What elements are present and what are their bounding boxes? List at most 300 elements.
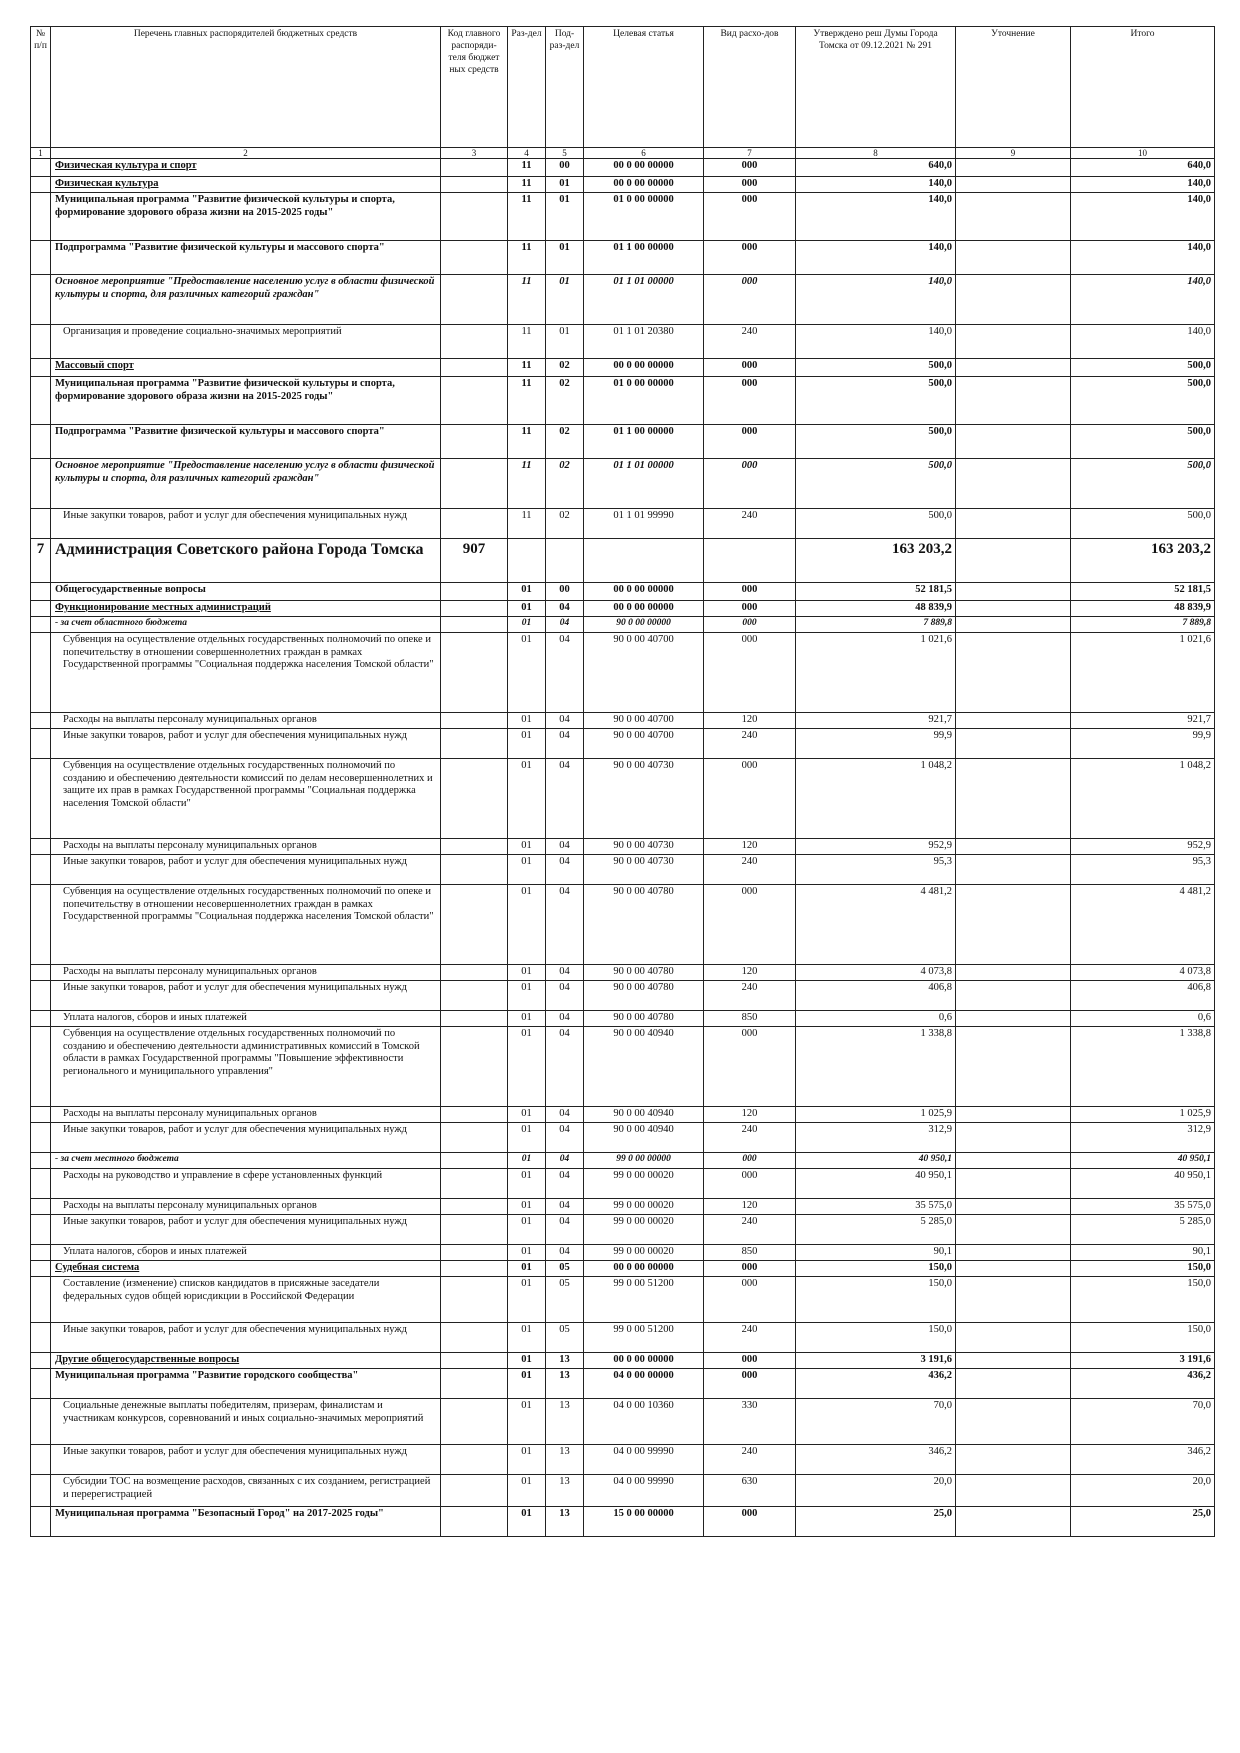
cell-code [441,1323,508,1353]
cell-approved: 90,1 [796,1245,956,1261]
cell-sec: 11 [508,275,546,325]
cell-sub: 01 [546,241,584,275]
cell-sub: 01 [546,275,584,325]
cell-num [31,1399,51,1445]
header-total: Итого [1071,27,1215,148]
table-row [31,509,1215,539]
cell-clar [956,359,1071,377]
table-row [31,1507,1215,1537]
cell-vr: 000 [704,617,796,633]
cell-total: 40 950,1 [1071,1153,1215,1169]
cell-art: 04 0 00 10360 [584,1399,704,1445]
cell-clar [956,425,1071,459]
cell-art: 90 0 00 40700 [584,633,704,713]
table-header [31,27,1215,148]
cell-clar [956,1261,1071,1277]
table-row [31,359,1215,377]
cell-approved: 3 191,6 [796,1353,956,1369]
cell-code [441,1027,508,1107]
cell-clar [956,729,1071,759]
cell-clar [956,713,1071,729]
cell-sub: 01 [546,325,584,359]
cell-code [441,1199,508,1215]
cell-sec: 01 [508,1011,546,1027]
cell-vr: 000 [704,159,796,177]
cell-name: Иные закупки товаров, работ и услуг для обеспечения муниципальных нужд [51,509,441,539]
cell-name: Администрация Советского района Города Томска [51,539,441,583]
cell-sub: 02 [546,459,584,509]
cell-total: 3 191,6 [1071,1353,1215,1369]
table-row [31,981,1215,1011]
cell-sub: 13 [546,1369,584,1399]
cell-approved: 4 073,8 [796,965,956,981]
cell-code [441,1169,508,1199]
cell-name: Основное мероприятие "Предоставление населению услуг в области физической культуры и спорта, для различных категорий граждан" [51,275,441,325]
table-row [31,1123,1215,1153]
cell-num [31,377,51,425]
cell-approved: 140,0 [796,177,956,193]
budget-document [30,26,1214,1537]
cell-num [31,509,51,539]
cell-vr: 000 [704,1153,796,1169]
cell-num [31,325,51,359]
cell-vr: 000 [704,359,796,377]
cell-art: 99 0 00 00020 [584,1199,704,1215]
cell-sec: 01 [508,729,546,759]
cell-art: 01 1 01 99990 [584,509,704,539]
cell-sec: 11 [508,241,546,275]
cell-code [441,617,508,633]
cell-approved: 921,7 [796,713,956,729]
cell-vr: 000 [704,1261,796,1277]
cell-num [31,275,51,325]
cell-sec: 01 [508,759,546,839]
header-article: Целевая статья [584,27,704,148]
column-number: 6 [584,148,704,159]
cell-art: 90 0 00 40780 [584,965,704,981]
cell-total: 140,0 [1071,325,1215,359]
cell-name: Уплата налогов, сборов и иных платежей [51,1011,441,1027]
cell-approved: 163 203,2 [796,539,956,583]
cell-clar [956,583,1071,601]
cell-sub: 04 [546,1011,584,1027]
cell-name: Основное мероприятие "Предоставление населению услуг в области физической культуры и спорта, для различных категорий граждан" [51,459,441,509]
table-row [31,1107,1215,1123]
cell-approved: 150,0 [796,1261,956,1277]
cell-vr: 000 [704,459,796,509]
cell-sub: 05 [546,1261,584,1277]
cell-clar [956,459,1071,509]
table-row [31,1027,1215,1107]
table-row [31,1245,1215,1261]
cell-code [441,1507,508,1537]
cell-code [441,459,508,509]
cell-art: 90 0 00 40730 [584,759,704,839]
cell-art: 01 1 00 00000 [584,241,704,275]
cell-art: 01 1 01 00000 [584,459,704,509]
cell-total: 1 338,8 [1071,1027,1215,1107]
cell-clar [956,1123,1071,1153]
cell-num [31,1199,51,1215]
cell-sub: 04 [546,981,584,1011]
cell-clar [956,617,1071,633]
cell-sec: 11 [508,193,546,241]
cell-code: 907 [441,539,508,583]
cell-name: Расходы на руководство и управление в сфере установленных функций [51,1169,441,1199]
cell-clar [956,981,1071,1011]
cell-name: Иные закупки товаров, работ и услуг для обеспечения муниципальных нужд [51,1215,441,1245]
cell-sec: 11 [508,359,546,377]
cell-num [31,425,51,459]
cell-clar [956,1507,1071,1537]
cell-name: Муниципальная программа "Развитие городского сообщества" [51,1369,441,1399]
cell-approved: 1 338,8 [796,1027,956,1107]
table-row [31,885,1215,965]
cell-total: 150,0 [1071,1277,1215,1323]
cell-approved: 5 285,0 [796,1215,956,1245]
cell-art: 90 0 00 40940 [584,1027,704,1107]
cell-total: 163 203,2 [1071,539,1215,583]
cell-sec: 01 [508,1027,546,1107]
cell-total: 7 889,8 [1071,617,1215,633]
cell-art: 90 0 00 40730 [584,855,704,885]
cell-num [31,1445,51,1475]
cell-total: 90,1 [1071,1245,1215,1261]
cell-approved: 52 181,5 [796,583,956,601]
cell-approved: 346,2 [796,1445,956,1475]
cell-code [441,839,508,855]
cell-art: 99 0 00 51200 [584,1277,704,1323]
cell-code [441,1011,508,1027]
cell-sub: 00 [546,583,584,601]
cell-num: 7 [31,539,51,583]
cell-total: 40 950,1 [1071,1169,1215,1199]
cell-art: 00 0 00 00000 [584,1261,704,1277]
cell-vr: 850 [704,1245,796,1261]
cell-sub: 04 [546,1027,584,1107]
cell-num [31,885,51,965]
cell-approved: 35 575,0 [796,1199,956,1215]
cell-vr: 000 [704,1369,796,1399]
cell-sec: 01 [508,1369,546,1399]
cell-clar [956,1153,1071,1169]
table-row [31,241,1215,275]
cell-name: Муниципальная программа "Развитие физической культуры и спорта, формирование здорового образа жизни на 2015-2025 годы" [51,193,441,241]
cell-name: Иные закупки товаров, работ и услуг для обеспечения муниципальных нужд [51,981,441,1011]
cell-vr: 000 [704,885,796,965]
budget-table [30,26,1215,1537]
cell-sec: 11 [508,425,546,459]
cell-total: 4 481,2 [1071,885,1215,965]
cell-art: 90 0 00 40780 [584,1011,704,1027]
cell-num [31,855,51,885]
cell-code [441,359,508,377]
cell-total: 0,6 [1071,1011,1215,1027]
cell-code [441,425,508,459]
cell-vr: 120 [704,1107,796,1123]
table-row [31,1323,1215,1353]
table-row [31,617,1215,633]
cell-sec: 01 [508,601,546,617]
cell-code [441,1369,508,1399]
cell-code [441,759,508,839]
header-code: Код главного распоряди-теля бюджет ных средств [441,27,508,148]
column-number: 9 [956,148,1071,159]
cell-art: 01 1 01 00000 [584,275,704,325]
cell-sec: 11 [508,509,546,539]
cell-art: 00 0 00 00000 [584,159,704,177]
cell-art: 90 0 00 40940 [584,1107,704,1123]
cell-sub: 01 [546,177,584,193]
cell-name: Подпрограмма "Развитие физической культуры и массового спорта" [51,241,441,275]
table-row [31,729,1215,759]
cell-code [441,965,508,981]
cell-code [441,729,508,759]
cell-num [31,359,51,377]
cell-sec: 11 [508,459,546,509]
cell-total: 99,9 [1071,729,1215,759]
cell-total: 20,0 [1071,1475,1215,1507]
cell-sec: 01 [508,1123,546,1153]
cell-sec: 01 [508,1153,546,1169]
cell-sec: 11 [508,377,546,425]
cell-code [441,601,508,617]
cell-sub: 04 [546,713,584,729]
cell-vr: 240 [704,729,796,759]
cell-code [441,177,508,193]
cell-clar [956,1169,1071,1199]
header-name: Перечень главных распорядителей бюджетных средств [51,27,441,148]
cell-sec: 01 [508,1475,546,1507]
cell-total: 52 181,5 [1071,583,1215,601]
cell-sec: 01 [508,965,546,981]
cell-name: Иные закупки товаров, работ и услуг для обеспечения муниципальных нужд [51,855,441,885]
cell-total: 140,0 [1071,193,1215,241]
cell-code [441,1261,508,1277]
cell-code [441,1445,508,1475]
cell-approved: 640,0 [796,159,956,177]
cell-sec: 11 [508,159,546,177]
cell-name: Иные закупки товаров, работ и услуг для обеспечения муниципальных нужд [51,729,441,759]
cell-total: 140,0 [1071,241,1215,275]
cell-sub: 13 [546,1353,584,1369]
cell-art: 00 0 00 00000 [584,583,704,601]
table-row [31,601,1215,617]
cell-sub: 02 [546,425,584,459]
cell-art: 01 1 01 20380 [584,325,704,359]
cell-vr: 330 [704,1399,796,1445]
cell-name: Подпрограмма "Развитие физической культуры и массового спорта" [51,425,441,459]
cell-code [441,583,508,601]
cell-name: Другие общегосударственные вопросы [51,1353,441,1369]
table-row [31,177,1215,193]
cell-total: 500,0 [1071,425,1215,459]
cell-code [441,885,508,965]
cell-total: 25,0 [1071,1507,1215,1537]
cell-approved: 140,0 [796,275,956,325]
cell-vr: 000 [704,1169,796,1199]
cell-name: Иные закупки товаров, работ и услуг для обеспечения муниципальных нужд [51,1445,441,1475]
cell-approved: 4 481,2 [796,885,956,965]
cell-total: 500,0 [1071,509,1215,539]
cell-sec: 01 [508,1245,546,1261]
cell-name: Расходы на выплаты персоналу муниципальных органов [51,839,441,855]
cell-sub: 04 [546,1245,584,1261]
cell-num [31,1027,51,1107]
cell-total: 952,9 [1071,839,1215,855]
cell-sub: 04 [546,1215,584,1245]
cell-sub: 04 [546,759,584,839]
table-row [31,1445,1215,1475]
cell-approved: 952,9 [796,839,956,855]
cell-vr: 000 [704,1027,796,1107]
cell-num [31,583,51,601]
table-row [31,1475,1215,1507]
cell-sec: 01 [508,1169,546,1199]
header-expense-type: Вид расхо-дов [704,27,796,148]
cell-vr: 000 [704,633,796,713]
header-section: Раз-дел [508,27,546,148]
cell-vr: 000 [704,1277,796,1323]
cell-art: 99 0 00 00020 [584,1215,704,1245]
cell-total: 640,0 [1071,159,1215,177]
cell-code [441,509,508,539]
cell-total: 1 048,2 [1071,759,1215,839]
cell-art: 00 0 00 00000 [584,177,704,193]
cell-name: Расходы на выплаты персоналу муниципальных органов [51,1199,441,1215]
cell-num [31,1261,51,1277]
column-number: 4 [508,148,546,159]
cell-clar [956,1199,1071,1215]
cell-code [441,1153,508,1169]
cell-clar [956,1215,1071,1245]
cell-total: 312,9 [1071,1123,1215,1153]
cell-approved: 20,0 [796,1475,956,1507]
table-row [31,839,1215,855]
cell-name: Массовый спорт [51,359,441,377]
cell-clar [956,885,1071,965]
cell-clar [956,177,1071,193]
cell-clar [956,1399,1071,1445]
cell-clar [956,193,1071,241]
cell-name: Физическая культура и спорт [51,159,441,177]
cell-art: 15 0 00 00000 [584,1507,704,1537]
cell-sec: 01 [508,1353,546,1369]
cell-name: Муниципальная программа "Безопасный Город" на 2017-2025 годы" [51,1507,441,1537]
cell-sub: 04 [546,885,584,965]
cell-total: 346,2 [1071,1445,1215,1475]
cell-art: 90 0 00 40780 [584,981,704,1011]
table-row [31,193,1215,241]
cell-vr: 120 [704,965,796,981]
cell-sub: 02 [546,509,584,539]
cell-sub: 04 [546,1199,584,1215]
cell-sec: 01 [508,1399,546,1445]
cell-art: 00 0 00 00000 [584,601,704,617]
cell-num [31,1507,51,1537]
cell-num [31,1169,51,1199]
cell-num [31,1245,51,1261]
cell-art: 99 0 00 51200 [584,1323,704,1353]
table-row [31,855,1215,885]
cell-sub: 01 [546,193,584,241]
column-number: 2 [51,148,441,159]
column-number: 8 [796,148,956,159]
cell-code [441,1475,508,1507]
cell-art [584,539,704,583]
cell-approved: 40 950,1 [796,1169,956,1199]
cell-clar [956,1245,1071,1261]
cell-clar [956,1027,1071,1107]
cell-sec: 11 [508,177,546,193]
cell-name: Физическая культура [51,177,441,193]
table-row [31,1353,1215,1369]
table-row [31,713,1215,729]
cell-art: 90 0 00 40780 [584,885,704,965]
cell-approved: 99,9 [796,729,956,759]
cell-art: 90 0 00 00000 [584,617,704,633]
cell-approved: 140,0 [796,241,956,275]
cell-approved: 1 048,2 [796,759,956,839]
cell-num [31,241,51,275]
table-row [31,459,1215,509]
cell-sub: 05 [546,1323,584,1353]
cell-art: 90 0 00 40700 [584,713,704,729]
cell-num [31,965,51,981]
cell-num [31,1323,51,1353]
cell-total: 1 025,9 [1071,1107,1215,1123]
cell-art: 99 0 00 00020 [584,1169,704,1199]
cell-sub: 02 [546,377,584,425]
cell-vr: 000 [704,377,796,425]
cell-sec: 01 [508,885,546,965]
cell-vr: 240 [704,1323,796,1353]
cell-approved: 312,9 [796,1123,956,1153]
cell-num [31,1215,51,1245]
cell-approved: 95,3 [796,855,956,885]
cell-approved: 140,0 [796,325,956,359]
cell-name: Субвенция на осуществление отдельных государственных полномочий по опеке и попечительству в отношении несовершеннолетних граждан в рамках Государственной программы "Социальная поддержка населения Томской области" [51,885,441,965]
cell-approved: 500,0 [796,509,956,539]
column-number: 7 [704,148,796,159]
cell-num [31,1153,51,1169]
table-row [31,1399,1215,1445]
cell-name: Субвенция на осуществление отдельных государственных полномочий по опеке и попечительству в отношении совершеннолетних граждан в рамках Государственной программы "Социальная поддержка населения Томской области" [51,633,441,713]
cell-num [31,713,51,729]
cell-sec: 01 [508,981,546,1011]
cell-vr: 000 [704,1353,796,1369]
cell-sub: 04 [546,617,584,633]
cell-vr: 000 [704,601,796,617]
cell-total: 48 839,9 [1071,601,1215,617]
cell-vr: 000 [704,1507,796,1537]
cell-vr: 240 [704,1123,796,1153]
cell-num [31,1353,51,1369]
cell-name: Субвенция на осуществление отдельных государственных полномочий по созданию и обеспечению деятельности комиссий по делам несовершеннолетних и защите их прав в рамках Государственной программы "Социальная поддержка населения Томской области" [51,759,441,839]
cell-vr [704,539,796,583]
table-row [31,539,1215,583]
cell-vr: 120 [704,1199,796,1215]
cell-total: 406,8 [1071,981,1215,1011]
cell-clar [956,839,1071,855]
cell-code [441,159,508,177]
cell-num [31,1011,51,1027]
cell-sub: 04 [546,839,584,855]
cell-name: Уплата налогов, сборов и иных платежей [51,1245,441,1261]
cell-approved: 140,0 [796,193,956,241]
cell-name: Субсидии ТОС на возмещение расходов, связанных с их созданием, регистрацией и перерегистрацией [51,1475,441,1507]
cell-code [441,1277,508,1323]
